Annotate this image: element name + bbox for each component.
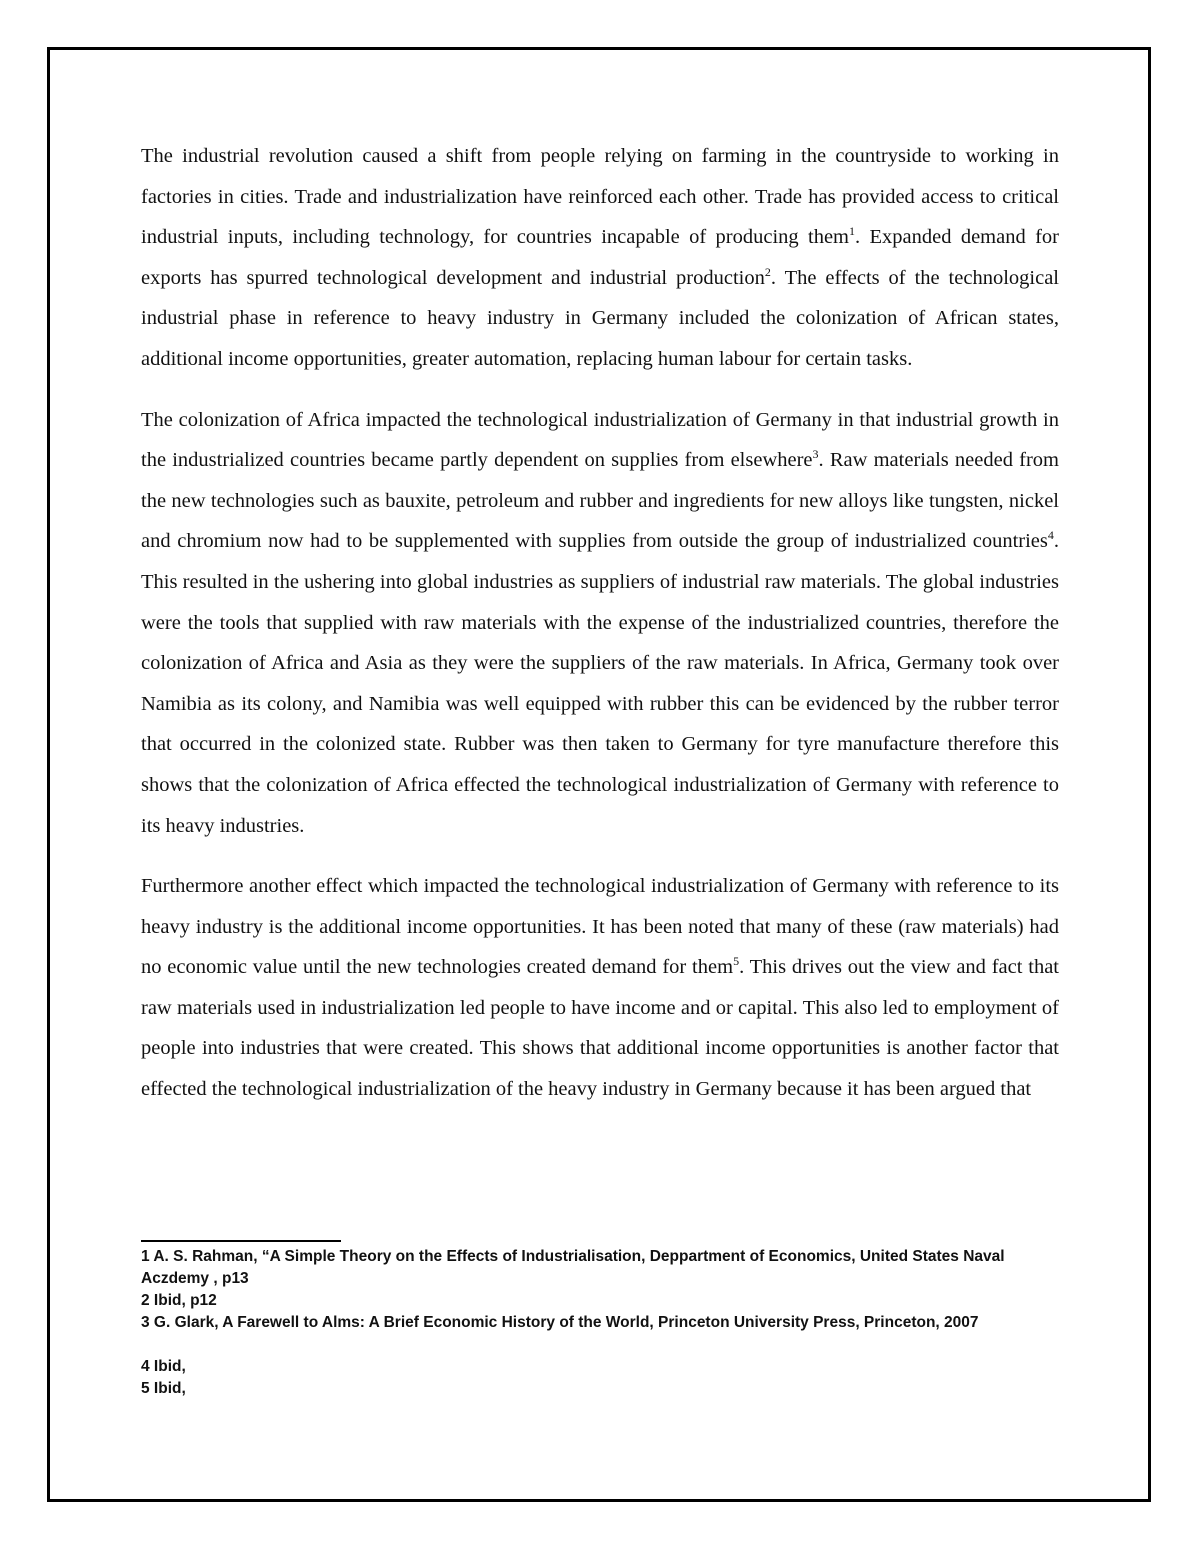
paragraph-2 bbox=[141, 400, 1059, 847]
footnote-2: 2 Ibid, p12 bbox=[141, 1292, 217, 1309]
paragraph-1 bbox=[141, 136, 1059, 380]
footnote-spacer bbox=[141, 1334, 1061, 1356]
paragraph-2-text-c: . This resulted in the ushering into global industries as suppliers of industrial raw materials. The global industries were the tools that supplied with raw materials with the expense of the industrialized countries, therefore the colonization of Africa and Asia as they were the suppliers of the raw materials. In Africa, Germany took over Namibia as its colony, and Namibia was well equipped with rubber this can be evidenced by the rubber terror that occurred in the colonized state. Rubber was then taken to Germany for tyre manufacture therefore this shows that the colonization of Africa effected the technological industrialization of Germany with reference to its heavy industries. bbox=[141, 530, 1059, 837]
paragraph-2-text-a: The colonization of Africa impacted the technological industrialization of Germany in that industrial growth in the industrialized countries became partly dependent on supplies from elsewhere bbox=[141, 408, 1059, 472]
document-body bbox=[141, 136, 1059, 1130]
paragraph-3-text-a: Furthermore another effect which impacted the technological industrialization of Germany with reference to its heavy industry is the additional income opportunities. It has been noted that many of these (raw materials) had no economic value until the new technologies created demand for them bbox=[141, 875, 1059, 979]
footnote-4: 4 Ibid, bbox=[141, 1358, 186, 1375]
footnotes-section bbox=[141, 1246, 1061, 1400]
footnote-ref-4[interactable]: 4 bbox=[1047, 528, 1054, 543]
footnote-3: 3 G. Glark, A Farewell to Alms: A Brief Economic History of the World, Princeton University Press, Princeton, 2007 bbox=[141, 1314, 979, 1331]
footnote-ref-2[interactable]: 2 bbox=[764, 264, 771, 279]
footnote-1: 1 A. S. Rahman, “A Simple Theory on the Effects of Industrialisation, Deppartment of Economics, United States Naval Aczdemy , p13 bbox=[141, 1248, 1005, 1287]
footnote-separator bbox=[141, 1240, 341, 1242]
paragraph-1-text-c: . The effects of the technological industrial phase in reference to heavy industry in Germany included the colonization of African states, additional income opportunities, greater automation, replacing human labour for certain tasks. bbox=[141, 266, 1059, 370]
paragraph-1-text-a: The industrial revolution caused a shift from people relying on farming in the countryside to working in factories in cities. Trade and industrialization have reinforced each other. Trade has provided access to critical industrial inputs, including technology, for countries incapable of producing them bbox=[141, 145, 1059, 249]
paragraph-2-text-b: . Raw materials needed from the new technologies such as bauxite, petroleum and rubber and ingredients for new alloys like tungsten, nickel and chromium now had to be supplemented with supplies from outside the group of industrialized countries bbox=[141, 449, 1059, 553]
footnote-ref-3[interactable]: 3 bbox=[812, 447, 819, 462]
footnote-ref-1[interactable]: 1 bbox=[849, 224, 856, 239]
paragraph-3 bbox=[141, 866, 1059, 1110]
footnote-ref-5[interactable]: 5 bbox=[733, 954, 740, 969]
paragraph-3-text-b: . This drives out the view and fact that raw materials used in industrialization led people to have income and or capital. This also led to employment of people into industries that were created. This shows that additional income opportunities is another factor that effected the technological industrialization of the heavy industry in Germany because it has been argued that bbox=[141, 956, 1060, 1101]
paragraph-1-text-b: . Expanded demand for exports has spurred technological development and industrial production bbox=[141, 226, 1059, 289]
footnote-5: 5 Ibid, bbox=[141, 1380, 186, 1397]
